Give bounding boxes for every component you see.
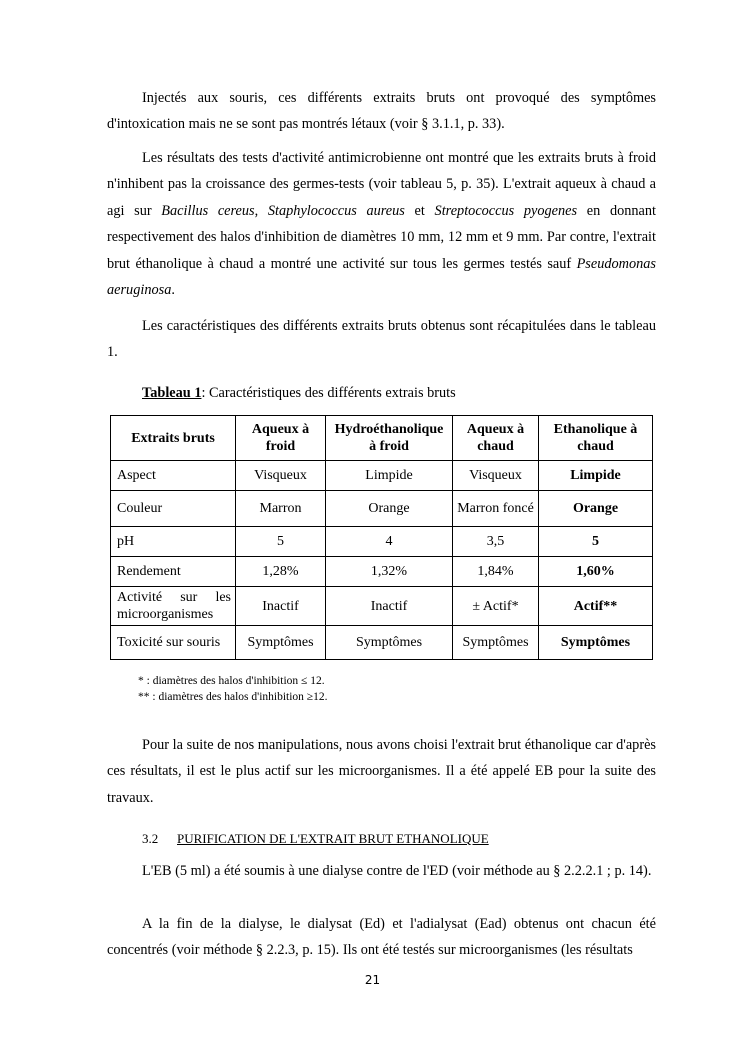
table-caption-label: Tableau 1 — [142, 385, 202, 401]
paragraph-antimicrobial-results — [107, 145, 656, 303]
header-cell: Ethanolique à chaud — [539, 416, 653, 461]
p2-text-a: Les résultats des tests d'activité antimicrobienne ont montré que les extraits bruts à froid n'inhibent pas la croissance des germes-tests (voir tableau 5, p. 35). L'extrait aqueux à chaud a agi sur — [107, 150, 656, 219]
table-cell: 4 — [326, 527, 453, 557]
species-streptococcus: Streptococcus pyogenes — [434, 202, 578, 219]
row-label: pH — [111, 527, 236, 557]
table-cell: Symptômes — [236, 626, 326, 660]
table-cell: Symptômes — [539, 626, 653, 660]
table-footnotes — [138, 673, 328, 705]
table-row — [111, 557, 653, 587]
p2-text-b: , — [254, 202, 268, 219]
table-cell: Marron foncé — [453, 491, 539, 527]
table-cell: 3,5 — [453, 527, 539, 557]
table-cell: Visqueux — [236, 461, 326, 491]
table-caption — [142, 383, 456, 403]
table-cell: Limpide — [326, 461, 453, 491]
table-cell: ± Actif* — [453, 587, 539, 626]
table-cell: 1,60% — [539, 557, 653, 587]
header-cell: Hydroéthanolique à froid — [326, 416, 453, 461]
table-cell: Actif** — [539, 587, 653, 626]
footnote: ** : diamètres des halos d'inhibition ≥12. — [138, 691, 328, 703]
header-cell: Aqueux à chaud — [453, 416, 539, 461]
table-cell: Symptômes — [453, 626, 539, 660]
header-cell: Extraits bruts — [111, 416, 236, 461]
section-heading — [142, 829, 489, 849]
table-cell: 1,84% — [453, 557, 539, 587]
table-cell: 5 — [539, 527, 653, 557]
p2-text-e: . — [171, 282, 175, 299]
header-cell: Aqueux à froid — [236, 416, 326, 461]
table-row — [111, 587, 653, 626]
table-cell: Visqueux — [453, 461, 539, 491]
page-number: 21 — [364, 973, 381, 987]
table-row — [111, 626, 653, 660]
table-cell: Marron — [236, 491, 326, 527]
species-staphylococcus: Staphylococcus aureus — [267, 202, 405, 219]
table-cell: Orange — [326, 491, 453, 527]
characteristics-table — [110, 415, 653, 660]
p2-text-c: et — [404, 202, 435, 219]
paragraph-dialysis-end: A la fin de la dialyse, le dialysat (Ed) et l'adialysat (Ead) obtenus ont chacun été concentrés (voir méthode § 2.2.3, p. 15). Ils ont été testés sur microorganismes (les résultats — [107, 916, 656, 959]
table-cell: 1,32% — [326, 557, 453, 587]
table-cell: Symptômes — [326, 626, 453, 660]
table-caption-text: : Caractéristiques des différents extrais bruts — [201, 385, 456, 401]
paragraph-choice-eb: Pour la suite de nos manipulations, nous avons choisi l'extrait brut éthanolique car d'après ces résultats, il est le plus actif sur les microorganismes. Il a été appelé EB pour la suite des travaux. — [107, 737, 656, 806]
row-label: Aspect — [111, 461, 236, 491]
species-bacillus: Bacillus cereus — [161, 202, 255, 219]
table-row — [111, 461, 653, 491]
row-label: Rendement — [111, 557, 236, 587]
table-cell: Inactif — [236, 587, 326, 626]
table-cell: Inactif — [326, 587, 453, 626]
paragraph-intoxication: Injectés aux souris, ces différents extraits bruts ont provoqué des symptômes d'intoxication mais ne se sont pas montrés létaux (voir § 3.1.1, p. 33). — [107, 90, 656, 133]
table-header-row — [111, 416, 653, 461]
table-cell: 5 — [236, 527, 326, 557]
row-label: Activité sur les microorganismes — [111, 587, 236, 626]
table-row — [111, 491, 653, 527]
row-label: Couleur — [111, 491, 236, 527]
table-row — [111, 527, 653, 557]
section-title: PURIFICATION DE L'EXTRAIT BRUT ETHANOLIQUE — [177, 831, 489, 846]
section-number: 3.2 — [142, 831, 159, 846]
paragraph-dialysis: L'EB (5 ml) a été soumis à une dialyse contre de l'ED (voir méthode au § 2.2.2.1 ; p. 14). — [142, 863, 652, 879]
species-pseudomonas: Pseudomonas aeruginosa — [107, 255, 656, 299]
table-cell: Orange — [539, 491, 653, 527]
footnote: * : diamètres des halos d'inhibition ≤ 12. — [138, 675, 325, 687]
p2-text-d: en donnant respectivement des halos d'inhibition de diamètres 10 mm, 12 mm et 9 mm. Par contre, l'extrait brut éthanolique à chaud a montré une activité sur tous les germes testés sauf — [107, 202, 656, 272]
paragraph-table-intro: Les caractéristiques des différents extraits bruts obtenus sont récapitulées dans le tableau 1. — [107, 318, 656, 361]
row-label: Toxicité sur souris — [111, 626, 236, 660]
table-cell: Limpide — [539, 461, 653, 491]
table-cell: 1,28% — [236, 557, 326, 587]
